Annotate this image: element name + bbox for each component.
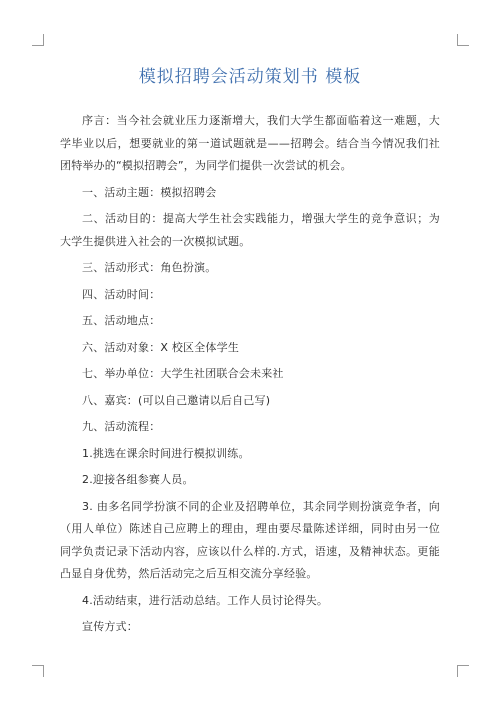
crop-mark-top-left bbox=[32, 34, 44, 46]
paragraph-step-4: 4.活动结束，进行活动总结。工作人员讨论得失。 bbox=[82, 593, 329, 607]
document-body bbox=[60, 110, 440, 639]
paragraph-location: 五、活动地点： bbox=[82, 314, 161, 327]
paragraph-publicity: 宣传方式： bbox=[82, 620, 138, 633]
crop-mark-top-right bbox=[457, 34, 469, 46]
paragraph-time: 四、活动时间： bbox=[82, 287, 161, 301]
paragraph-step-1: 1.挑选在课余时间进行模拟训练。 bbox=[82, 446, 250, 460]
paragraph-step-2: 2.迎接各组参赛人员。 bbox=[82, 473, 194, 486]
paragraph-theme: 一、活动主题：模拟招聘会 bbox=[82, 185, 217, 199]
crop-mark-bottom-right bbox=[457, 665, 469, 677]
paragraph-organizer: 七、举办单位：大学生社团联合会未来社 bbox=[82, 367, 284, 380]
paragraph-preface: 序言：当今社会就业压力逐渐增大，我们大学生都面临着这一难题，大学毕业以后，想要就业的第一道试题就是——招聘会。结合当今情况我们社团特举办的“模拟招聘会”，为同学们提供一次尝试的机会。 bbox=[60, 114, 440, 172]
document-title: 模拟招聘会活动策划书 模板 bbox=[138, 67, 362, 87]
paragraph-format: 三、活动形式：角色扮演。 bbox=[82, 261, 217, 274]
paragraph-audience: 六、活动对象：X 校区全体学生 bbox=[82, 340, 240, 354]
crop-mark-bottom-left bbox=[32, 665, 44, 677]
paragraph-process-heading: 九、活动流程： bbox=[82, 420, 161, 433]
paragraph-step-3: 3. 由多名同学扮演不同的企业及招聘单位，其余同学则扮演竞争者，向（用人单位）陈述自己应聘上的理由，理由要尽量陈述详细，同时由另一位同学负责记录下活动内容，应该以什么样的.方式，语速，及精神状态。更能凸显自身优势，然后活动完之后互相交流分享经验。 bbox=[60, 499, 440, 580]
paragraph-purpose: 二、活动目的：提高大学生社会实践能力，增强大学生的竞争意识；为大学生提供进入社会的一次模拟试题。 bbox=[60, 212, 440, 248]
paragraph-guests: 八、嘉宾：(可以自己邀请以后自己写) bbox=[82, 393, 271, 407]
